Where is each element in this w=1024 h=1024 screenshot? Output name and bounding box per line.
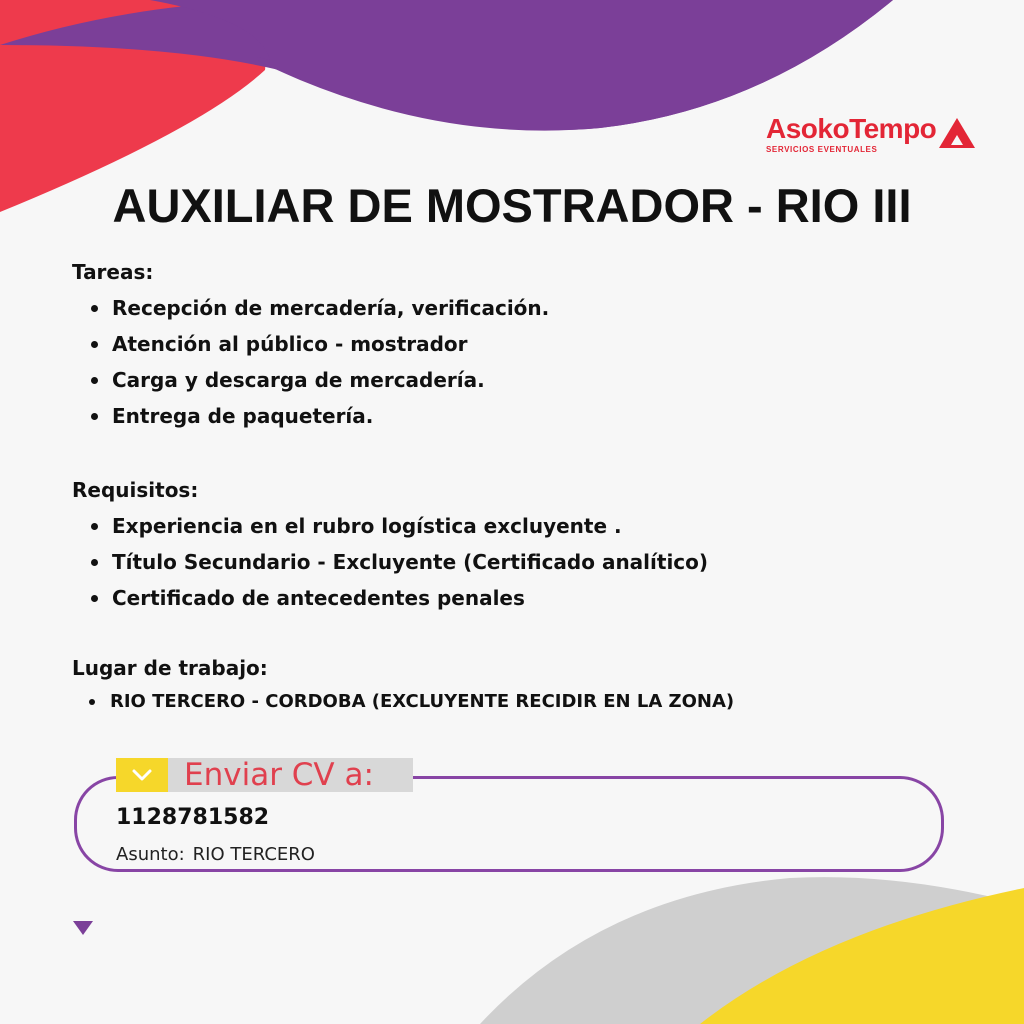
lugar-list bbox=[72, 686, 972, 718]
logo-tagline: SERVICIOS EVENTUALES bbox=[766, 145, 878, 154]
job-title: AUXILIAR DE MOSTRADOR - RIO III bbox=[112, 179, 912, 232]
subject-value: RIO TERCERO bbox=[192, 844, 315, 865]
logo-wordmark: AsokoTempo bbox=[766, 113, 937, 144]
list-item: Título Secundario - Excluyente (Certificado analítico) bbox=[72, 544, 972, 580]
chevron-down-icon bbox=[116, 758, 168, 792]
contact-tab bbox=[116, 758, 413, 792]
asokotempo-logo bbox=[766, 112, 981, 156]
contact-label: Enviar CV a: bbox=[184, 757, 374, 793]
requisitos-section bbox=[72, 476, 972, 616]
tareas-list bbox=[72, 290, 972, 434]
list-item: Carga y descarga de mercadería. bbox=[72, 362, 972, 398]
list-item: Entrega de paquetería. bbox=[72, 398, 972, 434]
list-item: Recepción de mercadería, verificación. bbox=[72, 290, 972, 326]
list-item: Certificado de antecedentes penales bbox=[72, 580, 972, 616]
list-item: Experiencia en el rubro logística excluyente . bbox=[72, 508, 972, 544]
triangle-logo-icon bbox=[938, 116, 976, 150]
tareas-heading: Tareas: bbox=[72, 260, 154, 284]
list-item: Atención al público - mostrador bbox=[72, 326, 972, 362]
list-item: RIO TERCERO - CORDOBA (EXCLUYENTE RECIDIR EN LA ZONA) bbox=[72, 686, 972, 718]
requisitos-list bbox=[72, 508, 972, 616]
lugar-section bbox=[72, 654, 972, 718]
tareas-section bbox=[72, 258, 972, 434]
contact-phone: 1128781582 bbox=[116, 805, 270, 830]
subject-label: Asunto: bbox=[116, 844, 185, 865]
contact-subject bbox=[116, 842, 323, 868]
requisitos-heading: Requisitos: bbox=[72, 478, 199, 502]
lugar-heading: Lugar de trabajo: bbox=[72, 656, 268, 680]
triangle-down-icon bbox=[72, 920, 94, 936]
